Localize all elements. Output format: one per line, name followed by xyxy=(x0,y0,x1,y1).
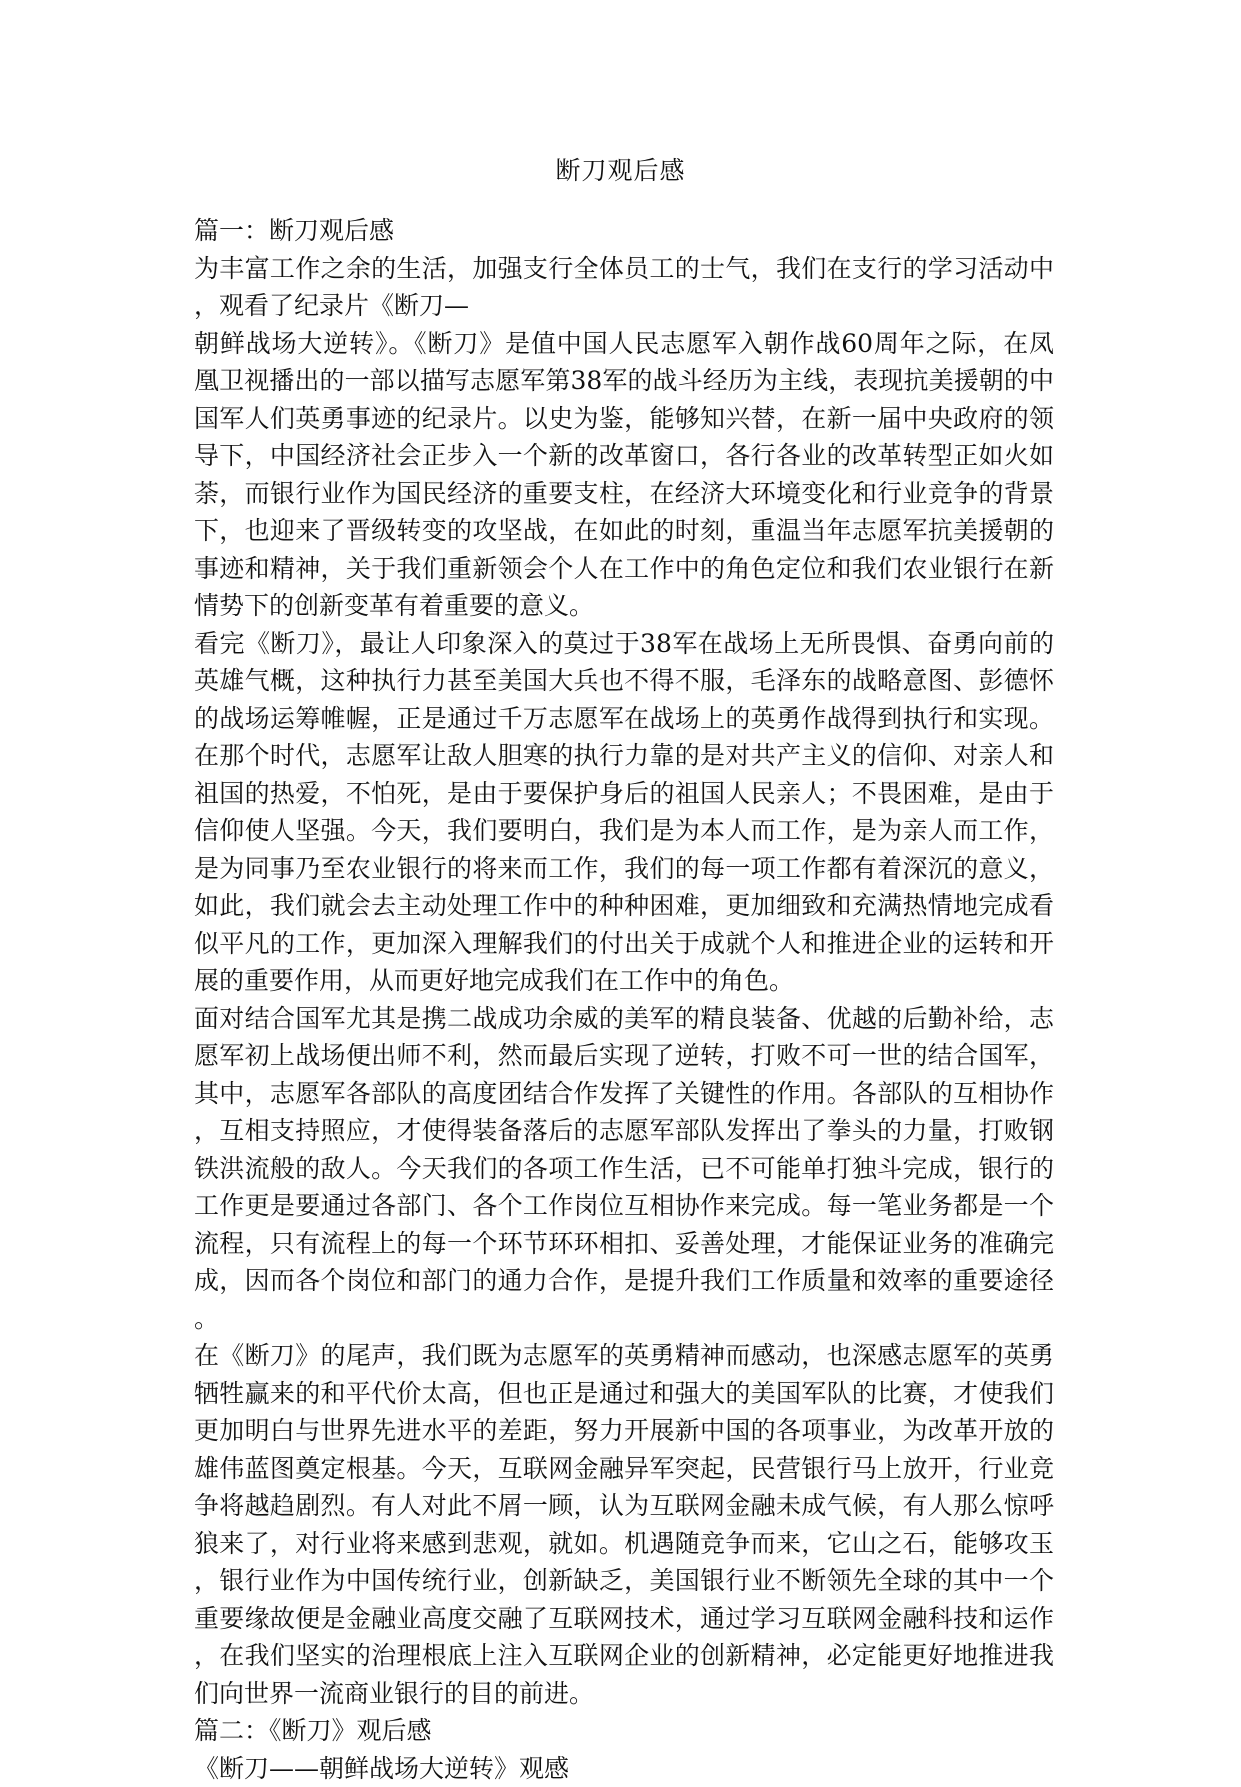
paragraph-line: 铁洪流般的敌人。今天我们的各项工作生活，已不可能单打独斗完成，银行的 xyxy=(194,1150,1054,1188)
paragraph-line: 更加明白与世界先进水平的差距，努力开展新中国的各项事业，为改革开放的 xyxy=(194,1412,1054,1450)
paragraph-line: 国军人们英勇事迹的纪录片。以史为鉴，能够知兴替，在新一届中央政府的领 xyxy=(194,400,1054,438)
paragraph-line: 《断刀——朝鲜战场大逆转》观感 xyxy=(194,1750,1054,1787)
paragraph-line: 为丰富工作之余的生活，加强支行全体员工的士气，我们在支行的学习活动中 xyxy=(194,250,1054,288)
paragraph-line: 牺牲赢来的和平代价太高，但也正是通过和强大的美国军队的比赛，才使我们 xyxy=(194,1375,1054,1413)
paragraph-line: 们向世界一流商业银行的目的前进。 xyxy=(194,1675,1054,1713)
paragraph-line: 工作更是要通过各部门、各个工作岗位互相协作来完成。每一笔业务都是一个 xyxy=(194,1187,1054,1225)
paragraph-line: 狼来了，对行业将来感到悲观，就如。机遇随竞争而来，它山之石，能够攻玉 xyxy=(194,1525,1054,1563)
paragraph-line: 在《断刀》的尾声，我们既为志愿军的英勇精神而感动，也深感志愿军的英勇 xyxy=(194,1337,1054,1375)
paragraph-line: 的战场运筹帷幄，正是通过千万志愿军在战场上的英勇作战得到执行和实现。 xyxy=(194,700,1054,738)
paragraph-line: 英雄气概，这种执行力甚至美国大兵也不得不服，毛泽东的战略意图、彭德怀 xyxy=(194,662,1054,700)
section-heading: 篇二：《断刀》观后感 xyxy=(194,1712,1054,1750)
document-body xyxy=(194,212,1054,1787)
paragraph-line: 看完《断刀》，最让人印象深入的莫过于38军在战场上无所畏惧、奋勇向前的 xyxy=(194,625,1054,663)
paragraph-line: 愿军初上战场便出师不利，然而最后实现了逆转，打败不可一世的结合国军， xyxy=(194,1037,1054,1075)
paragraph-line: 凰卫视播出的一部以描写志愿军第38军的战斗经历为主线，表现抗美援朝的中 xyxy=(194,362,1054,400)
paragraph-line: 荼，而银行业作为国民经济的重要支柱，在经济大环境变化和行业竞争的背景 xyxy=(194,475,1054,513)
paragraph-line: 展的重要作用，从而更好地完成我们在工作中的角色。 xyxy=(194,962,1054,1000)
paragraph-line: ，互相支持照应，才使得装备落后的志愿军部队发挥出了拳头的力量，打败钢 xyxy=(194,1112,1054,1150)
paragraph-line: 成，因而各个岗位和部门的通力合作，是提升我们工作质量和效率的重要途径 xyxy=(194,1262,1054,1300)
paragraph-line: 如此，我们就会去主动处理工作中的种种困难，更加细致和充满热情地完成看 xyxy=(194,887,1054,925)
paragraph-line: 祖国的热爱，不怕死，是由于要保护身后的祖国人民亲人；不畏困难，是由于 xyxy=(194,775,1054,813)
paragraph-line: 朝鲜战场大逆转》。《断刀》是值中国人民志愿军入朝作战60周年之际，在凤 xyxy=(194,325,1054,363)
paragraph-line: ，观看了纪录片《断刀— xyxy=(194,287,1054,325)
paragraph-line: 其中，志愿军各部队的高度团结合作发挥了关键性的作用。各部队的互相协作 xyxy=(194,1075,1054,1113)
paragraph-line: 流程，只有流程上的每一个环节环环相扣、妥善处理，才能保证业务的准确完 xyxy=(194,1225,1054,1263)
paragraph-line: 雄伟蓝图奠定根基。今天，互联网金融异军突起，民营银行马上放开，行业竞 xyxy=(194,1450,1054,1488)
paragraph-line: 在那个时代，志愿军让敌人胆寒的执行力靠的是对共产主义的信仰、对亲人和 xyxy=(194,737,1054,775)
paragraph-line: ，在我们坚实的治理根底上注入互联网企业的创新精神，必定能更好地推进我 xyxy=(194,1637,1054,1675)
paragraph-line: 是为同事乃至农业银行的将来而工作，我们的每一项工作都有着深沉的意义， xyxy=(194,850,1054,888)
section-heading: 篇一：断刀观后感 xyxy=(194,212,1054,250)
paragraph-line: 。 xyxy=(194,1300,1054,1338)
paragraph-line: 下，也迎来了晋级转变的攻坚战，在如此的时刻，重温当年志愿军抗美援朝的 xyxy=(194,512,1054,550)
paragraph-line: 事迹和精神，关于我们重新领会个人在工作中的角色定位和我们农业银行在新 xyxy=(194,550,1054,588)
paragraph-line: ，银行业作为中国传统行业，创新缺乏，美国银行业不断领先全球的其中一个 xyxy=(194,1562,1054,1600)
paragraph-line: 重要缘故便是金融业高度交融了互联网技术，通过学习互联网金融科技和运作 xyxy=(194,1600,1054,1638)
paragraph-line: 导下，中国经济社会正步入一个新的改革窗口，各行各业的改革转型正如火如 xyxy=(194,437,1054,475)
document-title: 断刀观后感 xyxy=(0,154,1241,188)
paragraph-line: 面对结合国军尤其是携二战成功余威的美军的精良装备、优越的后勤补给，志 xyxy=(194,1000,1054,1038)
paragraph-line: 似平凡的工作，更加深入理解我们的付出关于成就个人和推进企业的运转和开 xyxy=(194,925,1054,963)
paragraph-line: 情势下的创新变革有着重要的意义。 xyxy=(194,587,1054,625)
paragraph-line: 争将越趋剧烈。有人对此不屑一顾，认为互联网金融未成气候，有人那么惊呼 xyxy=(194,1487,1054,1525)
paragraph-line: 信仰使人坚强。今天，我们要明白，我们是为本人而工作，是为亲人而工作， xyxy=(194,812,1054,850)
